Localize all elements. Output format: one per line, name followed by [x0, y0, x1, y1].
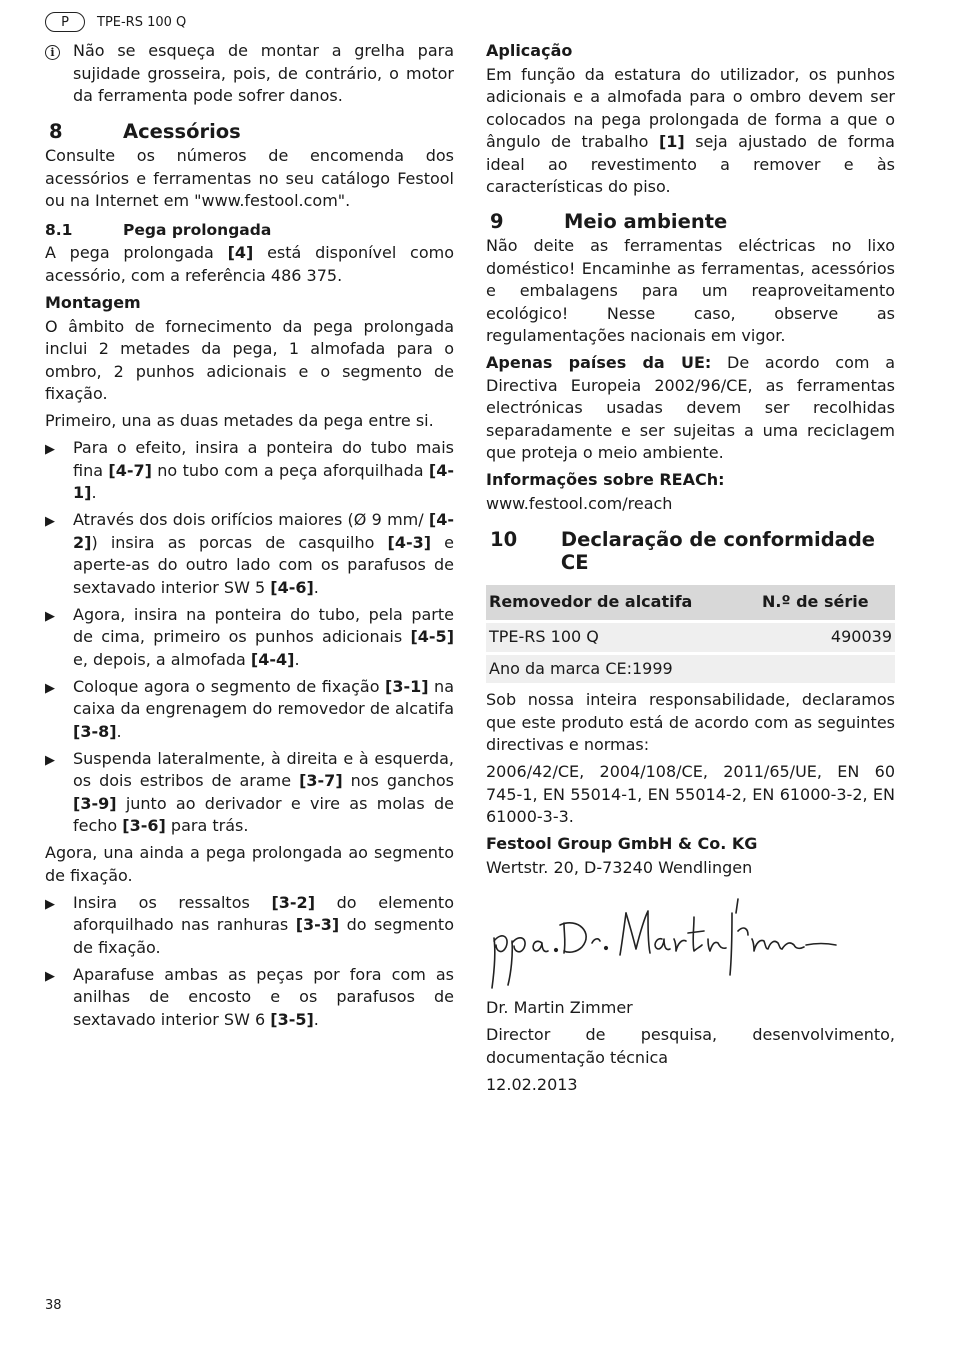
company-address: Wertstr. 20, D-73240 Wendlingen: [486, 857, 753, 877]
table-cell: Ano da marca CE:1999: [486, 653, 895, 683]
section-9-heading: [486, 211, 895, 234]
bullet-arrow-icon: ▶: [45, 608, 55, 624]
bullet-arrow-icon: ▶: [45, 442, 55, 457]
column-header: Removedor de alcatifa: [486, 585, 759, 622]
first-step-text: Primeiro, una as duas metades da pega entre si.: [45, 411, 434, 430]
section-title: Acessórios: [123, 119, 241, 143]
scope-of-delivery-text: O âmbito de fornecimento da pega prolongada inclui 2 metades da pega, 1 almofada para o ombro, 2 punhos adicionais e o segmento de fixação.: [45, 316, 454, 403]
signatory-role: Director de pesquisa, desenvolvimento, documentação técnica: [486, 1025, 895, 1067]
attach-handle-text: Agora, una ainda a pega prolongada ao segmento de fixação.: [45, 843, 454, 885]
list-item: ▶ Para o efeito, insira a ponteira do tubo mais fina [4-7] no tubo com a peça aforquilhada [4-1].: [45, 437, 454, 505]
reach-heading: Informações sobre REACh:: [486, 470, 725, 489]
company-name: Festool Group GmbH & Co. KG: [486, 834, 758, 853]
aplicacao-text: Em função da estatura do utilizador, os punhos adicionais e a almofada para o ombro devem ser colocados na pega prolongada de forma a que o ângulo de trabalho [1] seja ajustado de forma ideal ao revestimento a remover e às características do piso.: [486, 64, 895, 196]
column-header: N.º de série: [759, 585, 895, 622]
signature-image: [486, 893, 846, 993]
info-icon: i: [45, 45, 60, 60]
section-number: 9: [490, 209, 504, 233]
list-item: ▶ Agora, insira na ponteira do tubo, pela parte de cima, primeiro os punhos adicionais [4-5] e, depois, a almofada [4-4].: [45, 604, 454, 672]
info-note: [45, 40, 454, 108]
table-row: [486, 622, 895, 654]
list-item: ▶ Aparafuse ambas as peças por fora com as anilhas de encosto e os parafusos de sextavado interior SW 6 [3-5].: [45, 964, 454, 1032]
list-item: ▶ Insira os ressaltos [3-2] do elemento aforquilhado nas ranhuras [3-3] do segmento de fixação.: [45, 892, 454, 960]
eu-only-text: Apenas países da UE: De acordo com a Directiva Europeia 2002/96/CE, as ferramentas electrónicas usadas devem ser recolhidas separadamente e ser sujeitas a uma reciclagem que proteja o meio ambiente.: [486, 353, 896, 462]
table-cell: 490039: [759, 622, 895, 654]
list-item: ▶ Suspenda lateralmente, à direita e à esquerda, os dois estribos de arame [3-7] nos ganchos [3-9] junto ao derivador e vire as molas de fecho [3-6] para trás.: [45, 748, 454, 838]
section-number: 10: [490, 528, 518, 551]
list-item: ▶ Através dos dois orifícios maiores (Ø 9 mm/ [4-2]) insira as porcas de casquilho [4-3] e aperte-as do outro lado com os parafusos de sextavado interior SW 5 [4-6].: [45, 509, 454, 599]
subsection-title: Pega prolongada: [123, 220, 272, 239]
table-row: [486, 653, 895, 683]
subsection-number: 8.1: [45, 220, 73, 239]
section-8-heading: [45, 121, 454, 144]
page-number: 38: [45, 1298, 62, 1313]
left-column: [45, 40, 454, 1036]
language-badge: P: [45, 12, 85, 32]
model-name: TPE-RS 100 Q: [97, 14, 187, 30]
bullet-arrow-icon: ▶: [45, 968, 55, 984]
bullet-arrow-icon: ▶: [45, 752, 55, 768]
right-column: [486, 40, 895, 1101]
bullet-arrow-icon: ▶: [45, 896, 55, 912]
table-header-row: [486, 585, 895, 622]
ce-conformity-table: [486, 585, 895, 683]
bullet-arrow-icon: ▶: [45, 514, 55, 529]
note-text: Não se esqueça de montar a grelha para sujidade grosseira, pois, de contrário, o motor da ferramenta pode sofrer danos.: [73, 41, 454, 105]
extension-handle-text: A pega prolongada [4] está disponível como acessório, com a referência 486 375.: [45, 243, 454, 285]
reach-url: www.festool.com/reach: [486, 493, 673, 513]
montagem-heading: Montagem: [45, 293, 141, 312]
signatory-name: Dr. Martin Zimmer: [486, 998, 633, 1017]
section-8-1-heading: [45, 219, 454, 242]
declaration-text: Sob nossa inteira responsabilidade, declaramos que este produto está de acordo com as seguintes directivas e normas:: [486, 690, 895, 754]
section-title: Meio ambiente: [564, 209, 728, 233]
section-10-heading: [486, 529, 895, 574]
environment-text: Não deite as ferramentas eléctricas no lixo doméstico! Encaminhe as ferramentas, acessórios e embalagens para um reaproveitamento ecológico! Nesse caso, observe as regulamentações nacionais em vigor.: [486, 236, 895, 345]
table-cell: TPE-RS 100 Q: [486, 622, 759, 654]
list-item: ▶ Coloque agora o segmento de fixação [3-1] na caixa da engrenagem do removedor de alcatifa [3-8].: [45, 676, 454, 744]
section-8-text: Consulte os números de encomenda dos acessórios e ferramentas no seu catálogo Festool ou na Internet em "www.festool.com".: [45, 146, 454, 210]
section-number: 8: [49, 119, 63, 143]
aplicacao-heading: Aplicação: [486, 41, 573, 60]
declaration-date: 12.02.2013: [486, 1074, 578, 1094]
section-title: Declaração de conformidade CE: [560, 528, 876, 574]
standards-text: 2006/42/CE, 2004/108/CE, 2011/65/UE, EN 60 745-1, EN 55014-1, EN 55014-2, EN 61000-3-2, EN 61000-3-3.: [486, 762, 895, 826]
bullet-arrow-icon: ▶: [45, 680, 55, 696]
page-header: [45, 12, 186, 32]
